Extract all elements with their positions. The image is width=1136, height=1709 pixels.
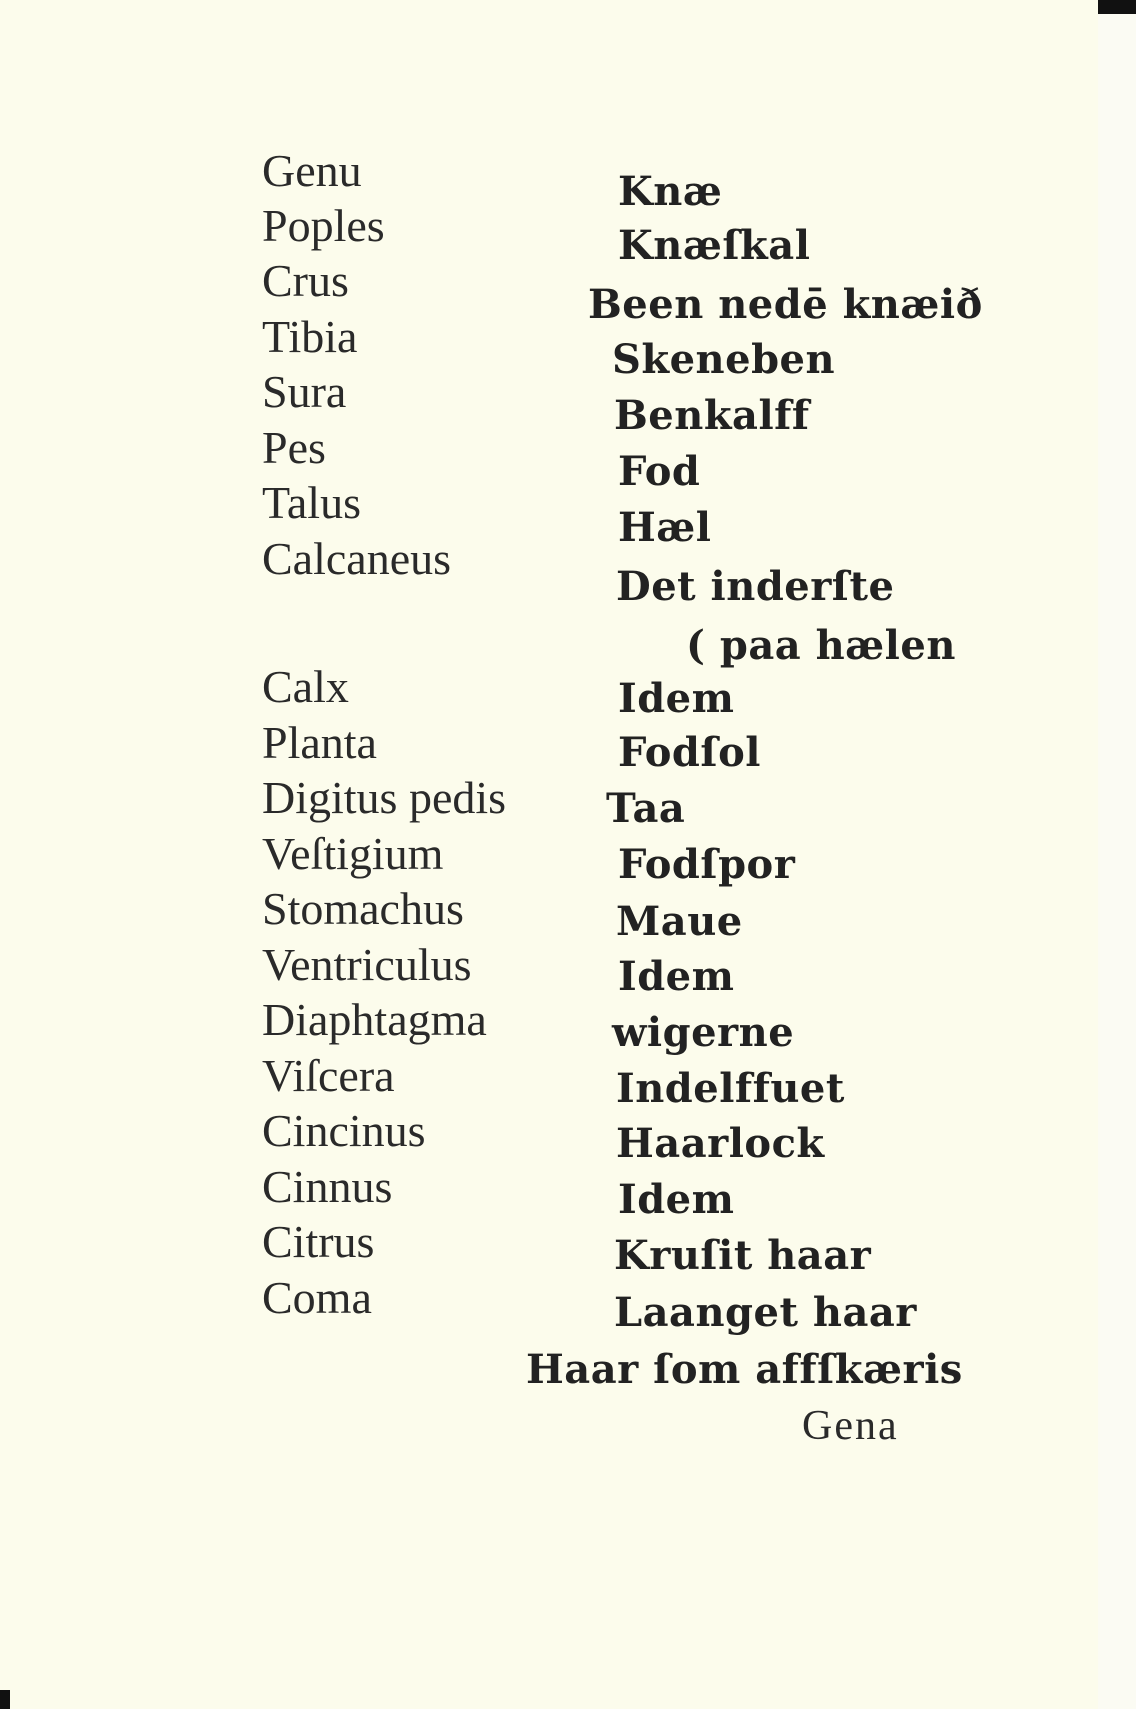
latin-term: Pes	[262, 422, 326, 473]
danish-term: ( paa hælen	[686, 622, 956, 669]
danish-term: Laanget haar	[614, 1289, 917, 1336]
scan-edge-mark	[1098, 0, 1136, 14]
catchword: Gena	[802, 1403, 899, 1449]
latin-term: Diaphtagma	[262, 994, 487, 1045]
danish-term: Maue	[616, 898, 743, 945]
latin-term: Poples	[262, 200, 385, 251]
danish-term: Haar ſom affſkæris	[526, 1346, 963, 1393]
latin-term: Stomachus	[262, 883, 464, 934]
latin-term: Calx	[262, 661, 349, 712]
danish-term: Knæſkal	[618, 222, 811, 269]
latin-term: Digitus pedis	[262, 772, 507, 823]
latin-term: Veſtigium	[262, 828, 444, 879]
danish-term: Knæ	[618, 168, 723, 215]
scan-margin	[1098, 0, 1136, 1709]
danish-term: Taa	[606, 785, 686, 832]
danish-term: Idem	[618, 953, 735, 1000]
latin-term: Viſcera	[262, 1050, 395, 1101]
danish-term: Kruſit haar	[614, 1232, 872, 1279]
latin-term: Cinnus	[262, 1161, 393, 1212]
latin-term: Genu	[262, 145, 362, 196]
danish-term: wigerne	[612, 1009, 795, 1056]
danish-term: Fodſol	[618, 729, 761, 776]
danish-term: Idem	[618, 675, 735, 722]
danish-term: Hæl	[618, 504, 712, 551]
danish-term: Benkalff	[614, 392, 810, 439]
danish-term: Fodſpor	[618, 841, 796, 888]
danish-term: Idem	[618, 1176, 735, 1223]
danish-term: Fod	[618, 448, 701, 495]
latin-term: Cincinus	[262, 1105, 426, 1156]
danish-term: Been nedē knæið	[588, 281, 983, 328]
danish-term: Skeneben	[612, 336, 836, 383]
latin-term: Calcaneus	[262, 533, 452, 584]
danish-term: Haarlock	[616, 1120, 825, 1167]
latin-term: Sura	[262, 366, 347, 417]
danish-term: Indelffuet	[616, 1065, 845, 1112]
latin-term: Tibia	[262, 311, 358, 362]
latin-term: Planta	[262, 717, 377, 768]
latin-term: Citrus	[262, 1216, 375, 1267]
latin-term: Ventriculus	[262, 939, 472, 990]
latin-term: Coma	[262, 1272, 372, 1323]
latin-term: Talus	[262, 477, 361, 528]
scan-edge-mark	[0, 1690, 10, 1709]
danish-term: Det inderſte	[616, 563, 895, 610]
latin-term: Crus	[262, 255, 349, 306]
